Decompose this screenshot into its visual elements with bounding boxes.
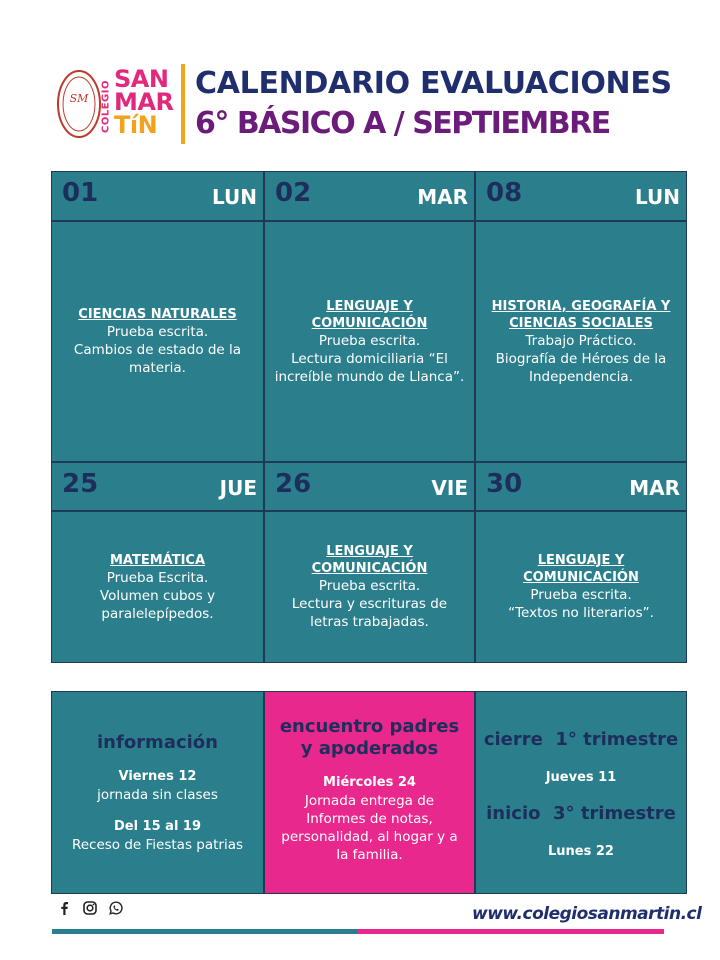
evaluation-cell [51, 511, 264, 663]
evaluation-cell [264, 221, 475, 462]
evaluation-detail: Cambios de estado de la materia. [73, 342, 242, 376]
evaluation-detail: Volumen cubos y paralelepípedos. [99, 587, 216, 622]
day-number: 30 [486, 469, 523, 499]
trimester-close-title: cierre 1° trimestre [483, 729, 679, 750]
header-divider [181, 64, 185, 144]
day-header [51, 171, 264, 221]
social-icons [56, 900, 124, 916]
info-panel [51, 691, 264, 894]
school-logo [56, 66, 180, 142]
day-header [475, 171, 687, 221]
weekday-label: MAR [629, 476, 680, 500]
day-number: 25 [62, 469, 99, 499]
evaluation-detail: Prueba escrita. [318, 332, 421, 349]
evaluation-detail: Lectura y escrituras de letras trabajadas. [291, 596, 448, 630]
subject-name: LENGUAJE Y COMUNICACIÓN [523, 553, 639, 585]
page-subtitle: 6° BÁSICO A / SEPTIEMBRE [195, 106, 610, 141]
day-header [51, 462, 264, 511]
evaluation-detail: Prueba escrita. [530, 587, 632, 603]
trimester-start-title: inicio 3° trimestre [486, 803, 676, 824]
evaluation-cell [475, 221, 687, 462]
weekday-label: LUN [634, 185, 680, 209]
weekday-label: LUN [211, 185, 257, 209]
evaluation-detail: Lectura domiciliaria “El increíble mundo de Llanca”. [274, 350, 465, 385]
footer-bar-pink [358, 929, 664, 934]
subject-name: CIENCIAS NATURALES [78, 307, 237, 322]
seal-initials: SM [69, 92, 89, 105]
brand-wordmark: SAN MAR TíN [114, 65, 174, 139]
page-title: CALENDARIO EVALUACIONES [195, 66, 672, 101]
meeting-title: encuentro padres y apoderados [279, 716, 460, 759]
evaluation-detail: Trabajo Práctico. [525, 332, 637, 349]
day-number: 08 [486, 178, 523, 208]
trimester-close-date: Jueves 11 [545, 770, 617, 785]
meeting-date: Miércoles 24 [323, 775, 416, 790]
day-number: 26 [275, 469, 312, 499]
trimester-start-date: Lunes 22 [548, 844, 614, 859]
meeting-text: Jornada entrega de Informes de notas, personalidad, al hogar y a la familia. [281, 793, 458, 863]
weekday-label: MAR [417, 185, 468, 209]
info-date-1: Viernes 12 [118, 769, 197, 784]
evaluation-detail: Prueba Escrita. [106, 569, 209, 586]
whatsapp-icon[interactable] [108, 900, 124, 916]
evaluation-cell [51, 221, 264, 462]
evaluation-detail: Prueba escrita. [318, 578, 421, 594]
subject-name: HISTORIA, GEOGRAFÍA Y CIENCIAS SOCIALES [491, 298, 671, 331]
trimester-panel [475, 691, 687, 894]
brand-vertical-text: COLEGIO [100, 80, 112, 133]
evaluation-cell [264, 511, 475, 663]
evaluation-detail: “Textos no literarios”. [508, 605, 654, 621]
info-text-2: Receso de Fiestas patrias [71, 837, 244, 853]
evaluation-cell [475, 511, 687, 663]
info-text-1: jornada sin clases [97, 787, 218, 803]
instagram-icon[interactable] [82, 900, 98, 916]
weekday-label: JUE [219, 476, 257, 500]
subject-name: LENGUAJE Y COMUNICACIÓN [311, 544, 428, 576]
day-number: 01 [62, 178, 99, 208]
evaluation-detail: Prueba escrita. [106, 324, 209, 340]
info-title: información [97, 732, 218, 753]
evaluation-detail: Biografía de Héroes de la Independencia. [495, 350, 667, 385]
subject-name: LENGUAJE Y COMUNICACIÓN [311, 298, 428, 331]
day-header [264, 462, 475, 511]
info-date-2: Del 15 al 19 [113, 819, 202, 834]
subject-name: MATEMÁTICA [109, 552, 206, 568]
day-header [264, 171, 475, 221]
weekday-label: VIE [431, 476, 468, 500]
website-link[interactable]: www.colegiosanmartin.cl [472, 904, 702, 924]
day-number: 02 [275, 178, 312, 208]
day-header [475, 462, 687, 511]
parents-meeting-panel [264, 691, 475, 894]
footer-bar-teal [52, 929, 358, 934]
facebook-icon[interactable] [56, 900, 72, 916]
